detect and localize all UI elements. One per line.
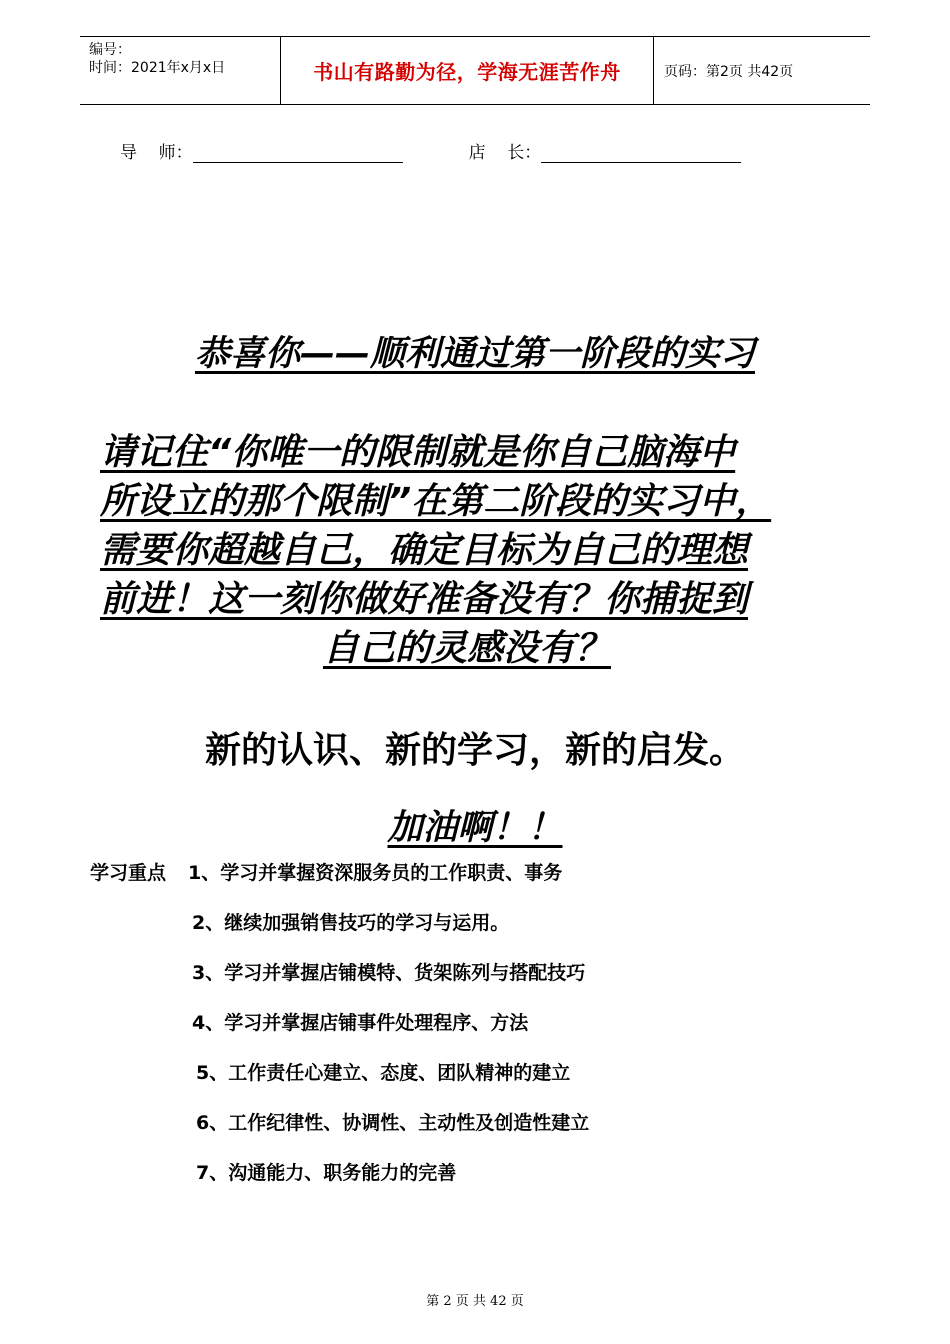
mentor-signature-line[interactable]: [193, 142, 403, 163]
header-number: 编号：: [89, 42, 131, 58]
header-meta: [80, 37, 281, 104]
header-page-info: 页码：第2页 共42页: [664, 63, 794, 80]
focus-item: 4、学习并掌握店铺事件处理程序、方法: [192, 1012, 529, 1034]
page-header: [80, 36, 870, 105]
paragraph-line: 自己的灵感没有？: [322, 628, 611, 669]
motivation-paragraph: [100, 428, 890, 673]
focus-item: 5、工作责任心建立、态度、团队精神的建立: [196, 1062, 571, 1084]
congrats-title: 恭喜你——顺利通过第一阶段的实习: [194, 334, 755, 374]
focus-item: 3、学习并掌握店铺模特、货架陈列与搭配技巧: [192, 962, 586, 984]
paragraph-line: 所设立的那个限制”在第二阶段的实习中，: [100, 481, 772, 522]
paragraph-line: 请记住“你唯一的限制就是你自己脑海中: [100, 432, 736, 473]
mentor-label: 导 师：: [120, 143, 193, 163]
slogan: 新的认识、新的学习，新的启发。: [204, 730, 745, 771]
focus-item: 1、学习并掌握资深服务员的工作职责、事务: [188, 862, 563, 884]
signature-row: [120, 138, 820, 163]
focus-item: 2、继续加强销售技巧的学习与运用。: [192, 912, 510, 934]
manager-label: 店 长：: [468, 143, 542, 163]
header-time: 时间：2021年x月x日: [89, 60, 226, 76]
focus-item: 6、工作纪律性、协调性、主动性及创造性建立: [196, 1112, 590, 1134]
header-motto: 书山有路勤为径，学海无涯苦作舟: [281, 37, 654, 104]
paragraph-line: 需要你超越自己，确定目标为自己的理想: [100, 530, 749, 571]
focus-label: 学习重点: [90, 862, 167, 884]
manager-signature-line[interactable]: [541, 142, 741, 163]
page-footer: 第 2 页 共 42 页: [426, 1294, 524, 1309]
cheer-text: 加油啊！！: [387, 808, 563, 848]
focus-item: 7、沟通能力、职务能力的完善: [196, 1162, 457, 1184]
paragraph-line: 前进！这一刻你做好准备没有？你捕捉到: [100, 579, 749, 620]
